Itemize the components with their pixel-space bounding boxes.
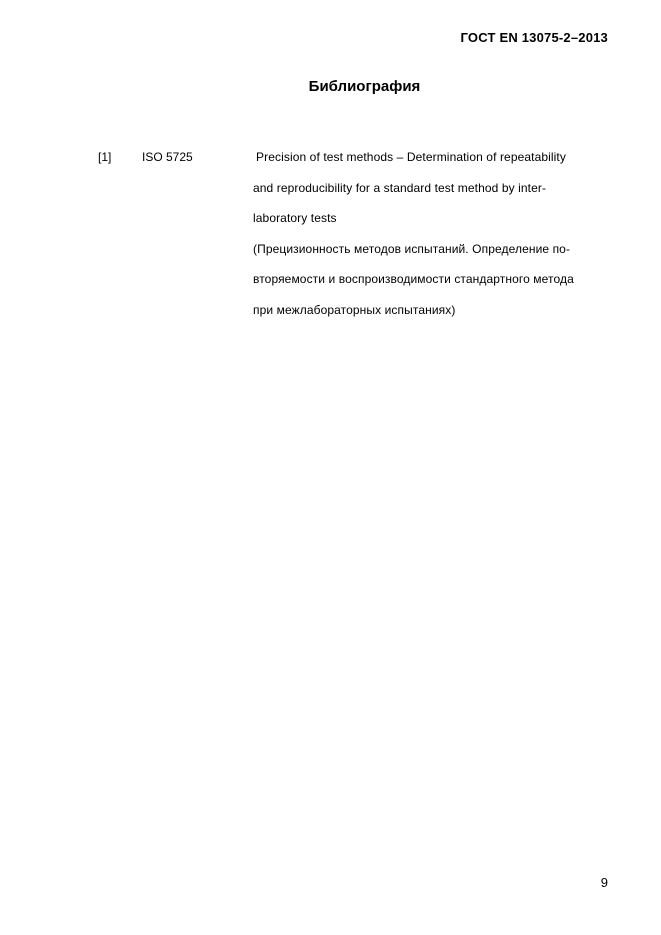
bibliography-entry-description: [253, 149, 613, 332]
description-line: вторяемости и воспроизводимости стандартного метода: [253, 272, 574, 286]
description-line: при межлабораторных испытаниях): [253, 302, 456, 317]
description-line: laboratory tests: [253, 211, 337, 225]
section-title: Библиография: [308, 78, 421, 95]
description-line: Precision of test methods – Determination of repeatability: [256, 150, 566, 164]
description-line: and reproducibility for a standard test method by inter-: [253, 180, 547, 195]
bibliography-entry-number: [1]: [98, 150, 112, 164]
description-line: (Прецизионность методов испытаний. Определение по-: [253, 241, 571, 256]
document-code: ГОСТ EN 13075-2–2013: [460, 30, 608, 45]
page-number: 9: [600, 875, 608, 890]
bibliography-entry-standard: ISO 5725: [142, 150, 193, 164]
